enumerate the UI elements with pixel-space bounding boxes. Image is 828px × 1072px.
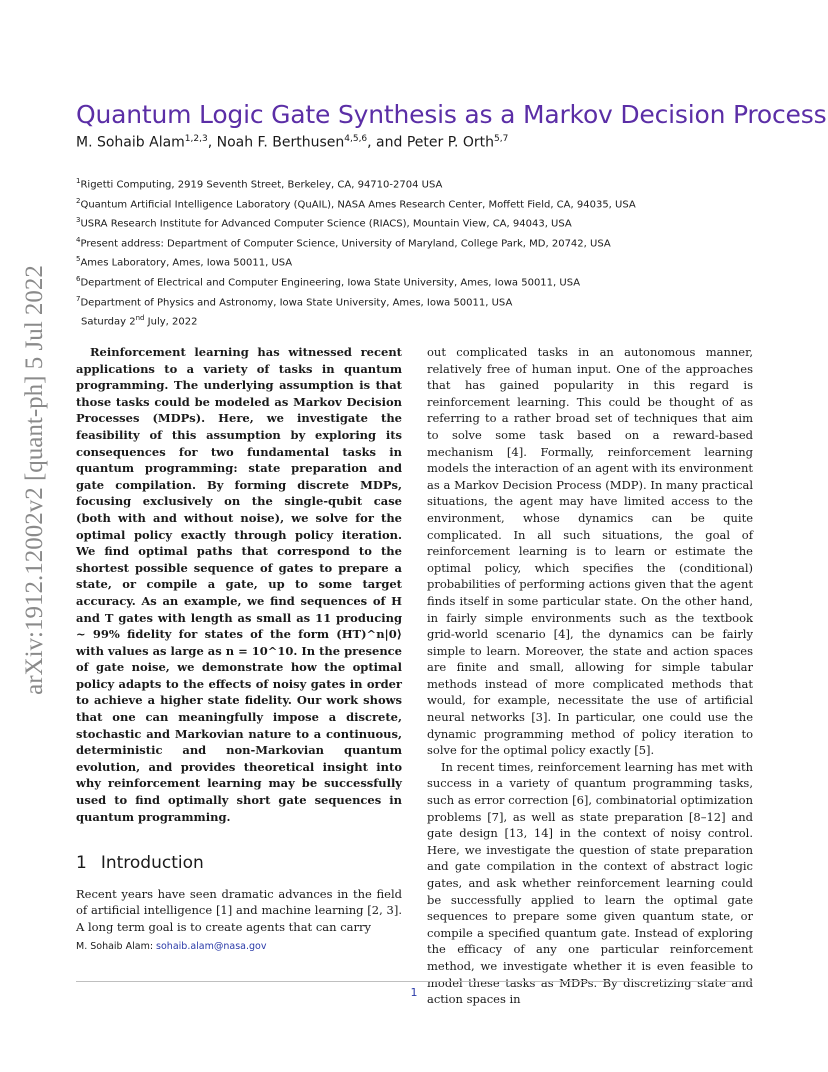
affiliation — [76, 192, 756, 212]
section-number: 1 — [76, 853, 87, 874]
affiliation-text: Quantum Artificial Intelligence Laboratory (QuAIL), NASA Ames Research Center, Moffett Field, CA, 94035, USA — [80, 198, 636, 210]
section-title: Introduction — [100, 853, 204, 874]
affiliation-text: Department of Electrical and Computer Engineering, Iowa State University, Ames, Iowa 50011, USA — [80, 277, 581, 289]
affiliation-num: 3 — [76, 216, 81, 225]
date-suffix: July, 2022 — [144, 316, 198, 328]
left-column — [76, 344, 402, 936]
affiliation — [76, 172, 756, 192]
page-number: 1 — [410, 986, 418, 999]
affiliation — [76, 231, 756, 251]
author-affil-sup: 4,5,6 — [344, 134, 368, 144]
affiliation-text: Department of Physics and Astronomy, Iowa State University, Ames, Iowa 50011, USA — [80, 296, 513, 308]
author-affil-sup: 5,7 — [494, 134, 509, 144]
affiliation-num: 4 — [76, 235, 81, 244]
affiliation — [76, 211, 756, 231]
affiliation-num: 1 — [76, 177, 81, 185]
author-affil-sup: 1,2,3 — [184, 134, 208, 144]
affiliation-text: Rigetti Computing, 2919 Seventh Street, Berkeley, CA, 94710-2704 USA — [80, 179, 443, 191]
intro-paragraph: In recent times, reinforcement learning has met with success in a variety of quantum programming tasks, such as error correction [6], combinatorial optimization problems [7], as well as state preparation [8–12] and gate design [13, 14] in the context of noisy control. Here, we investigate the question of state preparation and gate compilation in the context of abstract logic gates, and ask whether reinforcement learning could be successfully applied to learn the optimal gate sequences to prepare some given quantum state, or compile a specified quantum gate. Instead of exploring the efficacy of any one particular reinforcement method, we investigate whether it is even feasible to model these tasks as MDPs. By discretizing state and action spaces in — [427, 759, 753, 1007]
author-name: Peter P. Orth — [406, 134, 495, 151]
intro-paragraph: out complicated tasks in an autonomous manner, relatively free of human input. One of the approaches that has gained popularity in this regard is reinforcement learning. This could be thought of as referring to a rather broad set of techniques that aim to solve some task based on a reward-based mechanism [4]. Formally, reinforcement learning models the interaction of an agent with its environment as a Markov Decision Process (MDP). In many practical situations, the agent may have limited access to the environment, whose dynamics can be quite complicated. In all such situations, the goal of reinforcement learning is to learn or estimate the optimal policy, which specifies the (conditional) probabilities of performing actions given that the agent finds itself in some particular state. On the other hand, in fairly simple environments such as the textbook grid-world scenario [4], the dynamics can be fairly simple to learn. Moreover, the state and action spaces are finite and small, allowing for simple tabular methods instead of more complicated methods that would, for example, necessitate the use of artificial neural networks [3]. In particular, one could use the dynamic programming method of policy iteration to solve for the optimal policy exactly [5]. — [427, 345, 753, 758]
affiliation-num: 7 — [76, 294, 81, 303]
section-heading — [76, 855, 402, 872]
author-separator: , and — [367, 134, 407, 151]
intro-paragraph: Recent years have seen dramatic advances in the field of artificial intelligence [1] and machine learning [2, 3]. A long term goal is to create agents that can carry — [76, 886, 402, 934]
footnote-label: M. Sohaib Alam: — [76, 941, 157, 952]
affiliation — [76, 270, 756, 290]
author-list — [76, 134, 508, 151]
affiliation-text: Ames Laboratory, Ames, Iowa 50011, USA — [80, 257, 293, 269]
arxiv-stamp-text: arXiv:1912.12002v2 [quant-ph] 5 Jul 2022 — [21, 265, 48, 695]
abstract: Reinforcement learning has witnessed recent applications to a variety of tasks in quantum programming. The underlying assumption is that those tasks could be modeled as Markov Decision Processes (MDPs). Here, we investigate the feasibility of this assumption by exploring its consequences for two fundamental tasks in quantum programming: state preparation and gate compilation. By forming discrete MDPs, focusing exclusively on the single-qubit case (both with and without noise), we solve for the optimal policy exactly through policy iteration. We find optimal paths that correspond to the shortest possible sequence of gates to prepare a state, or compile a gate, up to some target accuracy. As an example, we find sequences of H and T gates with length as small as 11 producing ~ 99% fidelity for states of the form (HT)^n|0⟩ with values as large as n = 10^10. In the presence of gate noise, we demonstrate how the optimal policy adapts to the effects of noisy gates in order to achieve a higher state fidelity. Our work shows that one can meaningfully impose a discrete, stochastic and Markovian nature to a continuous, deterministic and non-Markovian quantum evolution, and provides theoretical insight into why reinforcement learning may be successfully used to find optimally short gate sequences in quantum programming. — [76, 345, 402, 824]
date-prefix: Saturday 2 — [81, 316, 136, 328]
date-sup: nd — [135, 314, 145, 323]
affiliation — [76, 290, 756, 310]
affiliation-text: USRA Research Institute for Advanced Computer Science (RIACS), Mountain View, CA, 94043, USA — [80, 218, 572, 230]
author-name: Noah F. Berthusen — [216, 134, 345, 151]
author-separator: , — [207, 134, 217, 151]
arxiv-stamp — [16, 265, 54, 695]
footnote-email-link[interactable]: sohaib.alam@nasa.gov — [156, 941, 267, 952]
affiliations — [76, 172, 756, 329]
author-name: M. Sohaib Alam — [76, 134, 185, 151]
affiliation — [76, 250, 756, 270]
affiliation-num: 6 — [76, 274, 81, 283]
footnote — [76, 941, 266, 952]
publication-date — [81, 309, 756, 329]
affiliation-num: 2 — [76, 196, 81, 205]
affiliation-text: Present address: Department of Computer Science, University of Maryland, College Park, MD, 20742, USA — [80, 238, 611, 250]
affiliation-num: 5 — [76, 255, 81, 264]
paper-title: Quantum Logic Gate Synthesis as a Markov Decision Process — [76, 99, 827, 129]
right-column — [427, 344, 753, 1008]
footer-rule — [76, 981, 752, 982]
